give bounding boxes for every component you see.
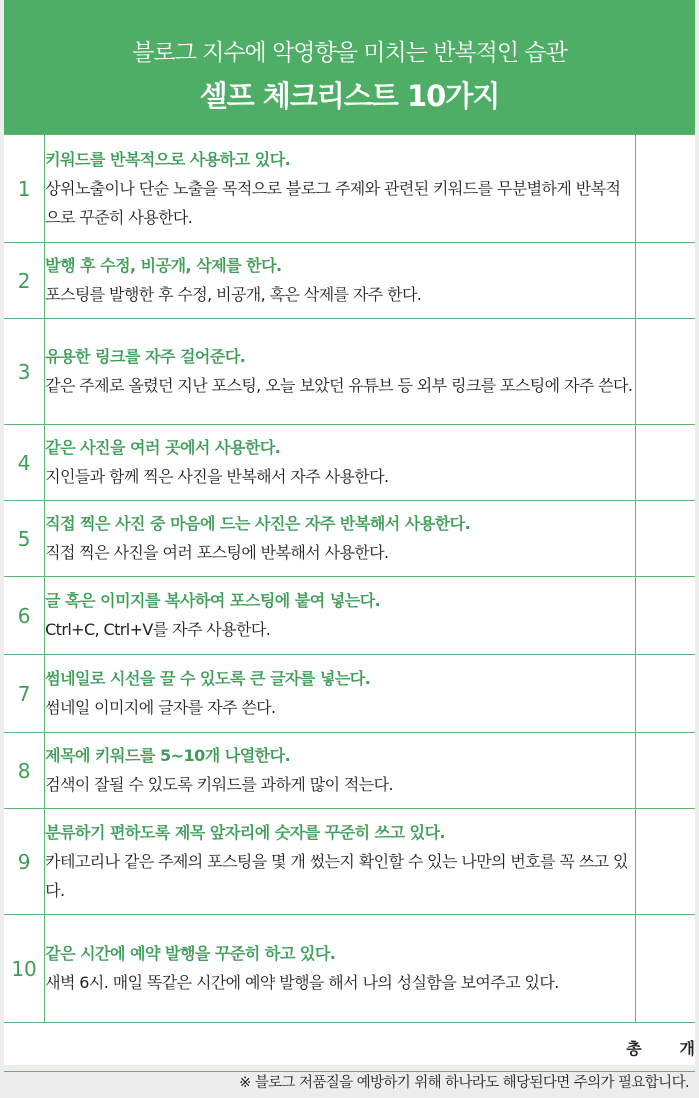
header-title: 셀프 체크리스트 10가지 bbox=[199, 79, 500, 113]
total-label: 총 bbox=[626, 1038, 642, 1058]
item-number: 10 bbox=[4, 915, 45, 1023]
item-title: 유용한 링크를 자주 걸어준다. bbox=[45, 347, 246, 366]
item-number: 5 bbox=[4, 501, 45, 577]
checklist-row bbox=[4, 577, 695, 655]
check-box[interactable] bbox=[635, 501, 695, 577]
checklist-row bbox=[4, 243, 695, 319]
item-content bbox=[45, 135, 636, 243]
item-description: 포스팅를 발행한 후 수정, 비공개, 혹은 삭제를 자주 한다. bbox=[45, 285, 422, 304]
checklist-row bbox=[4, 809, 695, 915]
total-row bbox=[4, 1023, 695, 1072]
total-cell bbox=[4, 1023, 695, 1072]
check-box[interactable] bbox=[635, 809, 695, 915]
item-title: 키워드를 반복적으로 사용하고 있다. bbox=[45, 149, 291, 169]
item-description: 같은 주제로 올렸던 지난 포스팅, 오늘 보았던 유튜브 등 외부 링크를 포스팅에 자주 쓴다. bbox=[45, 376, 633, 395]
item-title: 같은 시간에 예약 발행을 꾸준히 하고 있다. bbox=[45, 944, 336, 963]
item-description: 지인들과 함께 찍은 사진을 반복해서 자주 사용한다. bbox=[45, 467, 389, 486]
item-description: 썸네일 이미지에 글자를 자주 쓴다. bbox=[45, 698, 276, 717]
item-content bbox=[45, 809, 636, 915]
item-description: 상위노출이나 단순 노출을 목적으로 블로그 주제와 관련된 키워드를 무분별하게 반복적으로 꾸준히 사용한다. bbox=[45, 178, 621, 227]
item-title: 글 혹은 이미지를 복사하여 포스팅에 붙여 넣는다. bbox=[45, 591, 381, 610]
checklist-row bbox=[4, 501, 695, 577]
check-box[interactable] bbox=[635, 135, 695, 243]
item-number: 3 bbox=[4, 319, 45, 425]
check-box[interactable] bbox=[635, 425, 695, 501]
item-description: Ctrl+C, Ctrl+V를 자주 사용한다. bbox=[45, 620, 271, 639]
item-number: 2 bbox=[4, 243, 45, 319]
item-content bbox=[45, 425, 636, 501]
item-number: 7 bbox=[4, 655, 45, 733]
checklist-row bbox=[4, 319, 695, 425]
item-content bbox=[45, 243, 636, 319]
check-box[interactable] bbox=[635, 243, 695, 319]
item-content bbox=[45, 501, 636, 577]
item-content bbox=[45, 577, 636, 655]
item-number: 9 bbox=[4, 809, 45, 915]
checklist-row bbox=[4, 915, 695, 1023]
checklist-row bbox=[4, 135, 695, 243]
item-description: 직접 찍은 사진을 여러 포스팅에 반복해서 사용한다. bbox=[45, 543, 389, 562]
count-label: 개 bbox=[679, 1038, 695, 1058]
item-title: 같은 사진을 여러 곳에서 사용한다. bbox=[45, 438, 281, 457]
item-content bbox=[45, 655, 636, 733]
checklist-row bbox=[4, 655, 695, 733]
check-box[interactable] bbox=[635, 733, 695, 809]
item-number: 1 bbox=[4, 135, 45, 243]
item-content bbox=[45, 319, 636, 425]
item-number: 4 bbox=[4, 425, 45, 501]
item-number: 6 bbox=[4, 577, 45, 655]
footer-note: ※ 블로그 저품질을 예방하기 위해 하나라도 해당된다면 주의가 필요합니다. bbox=[239, 1075, 689, 1091]
header-subtitle: 블로그 지수에 악영향을 미치는 반복적인 습관 bbox=[132, 40, 567, 66]
check-box[interactable] bbox=[635, 319, 695, 425]
item-title: 발행 후 수정, 비공개, 삭제를 한다. bbox=[45, 256, 282, 275]
checklist-row bbox=[4, 425, 695, 501]
checklist-table bbox=[4, 134, 695, 1072]
item-number: 8 bbox=[4, 733, 45, 809]
item-description: 검색이 잘될 수 있도록 키워드를 과하게 많이 적는다. bbox=[45, 775, 393, 794]
item-title: 제목에 키워드를 5~10개 나열한다. bbox=[45, 746, 291, 765]
checklist-row bbox=[4, 733, 695, 809]
item-content bbox=[45, 733, 636, 809]
check-box[interactable] bbox=[635, 915, 695, 1023]
item-title: 썸네일로 시선을 끌 수 있도록 큰 글자를 넣는다. bbox=[45, 669, 371, 688]
checklist-header bbox=[4, 0, 695, 134]
check-box[interactable] bbox=[635, 655, 695, 733]
item-title: 직접 찍은 사진 중 마음에 드는 사진은 자주 반복해서 사용한다. bbox=[45, 514, 471, 533]
check-box[interactable] bbox=[635, 577, 695, 655]
item-description: 카테고리나 같은 주제의 포스팅을 몇 개 썼는지 확인할 수 있는 나만의 번호를 꼭 쓰고 있다. bbox=[45, 851, 628, 900]
item-title: 분류하기 편하도록 제목 앞자리에 숫자를 꾸준히 쓰고 있다. bbox=[45, 822, 446, 842]
item-content bbox=[45, 915, 636, 1023]
item-description: 새벽 6시. 매일 똑같은 시간에 예약 발행을 해서 나의 성실함을 보여주고 있다. bbox=[45, 973, 559, 992]
checklist-card bbox=[4, 0, 695, 1065]
